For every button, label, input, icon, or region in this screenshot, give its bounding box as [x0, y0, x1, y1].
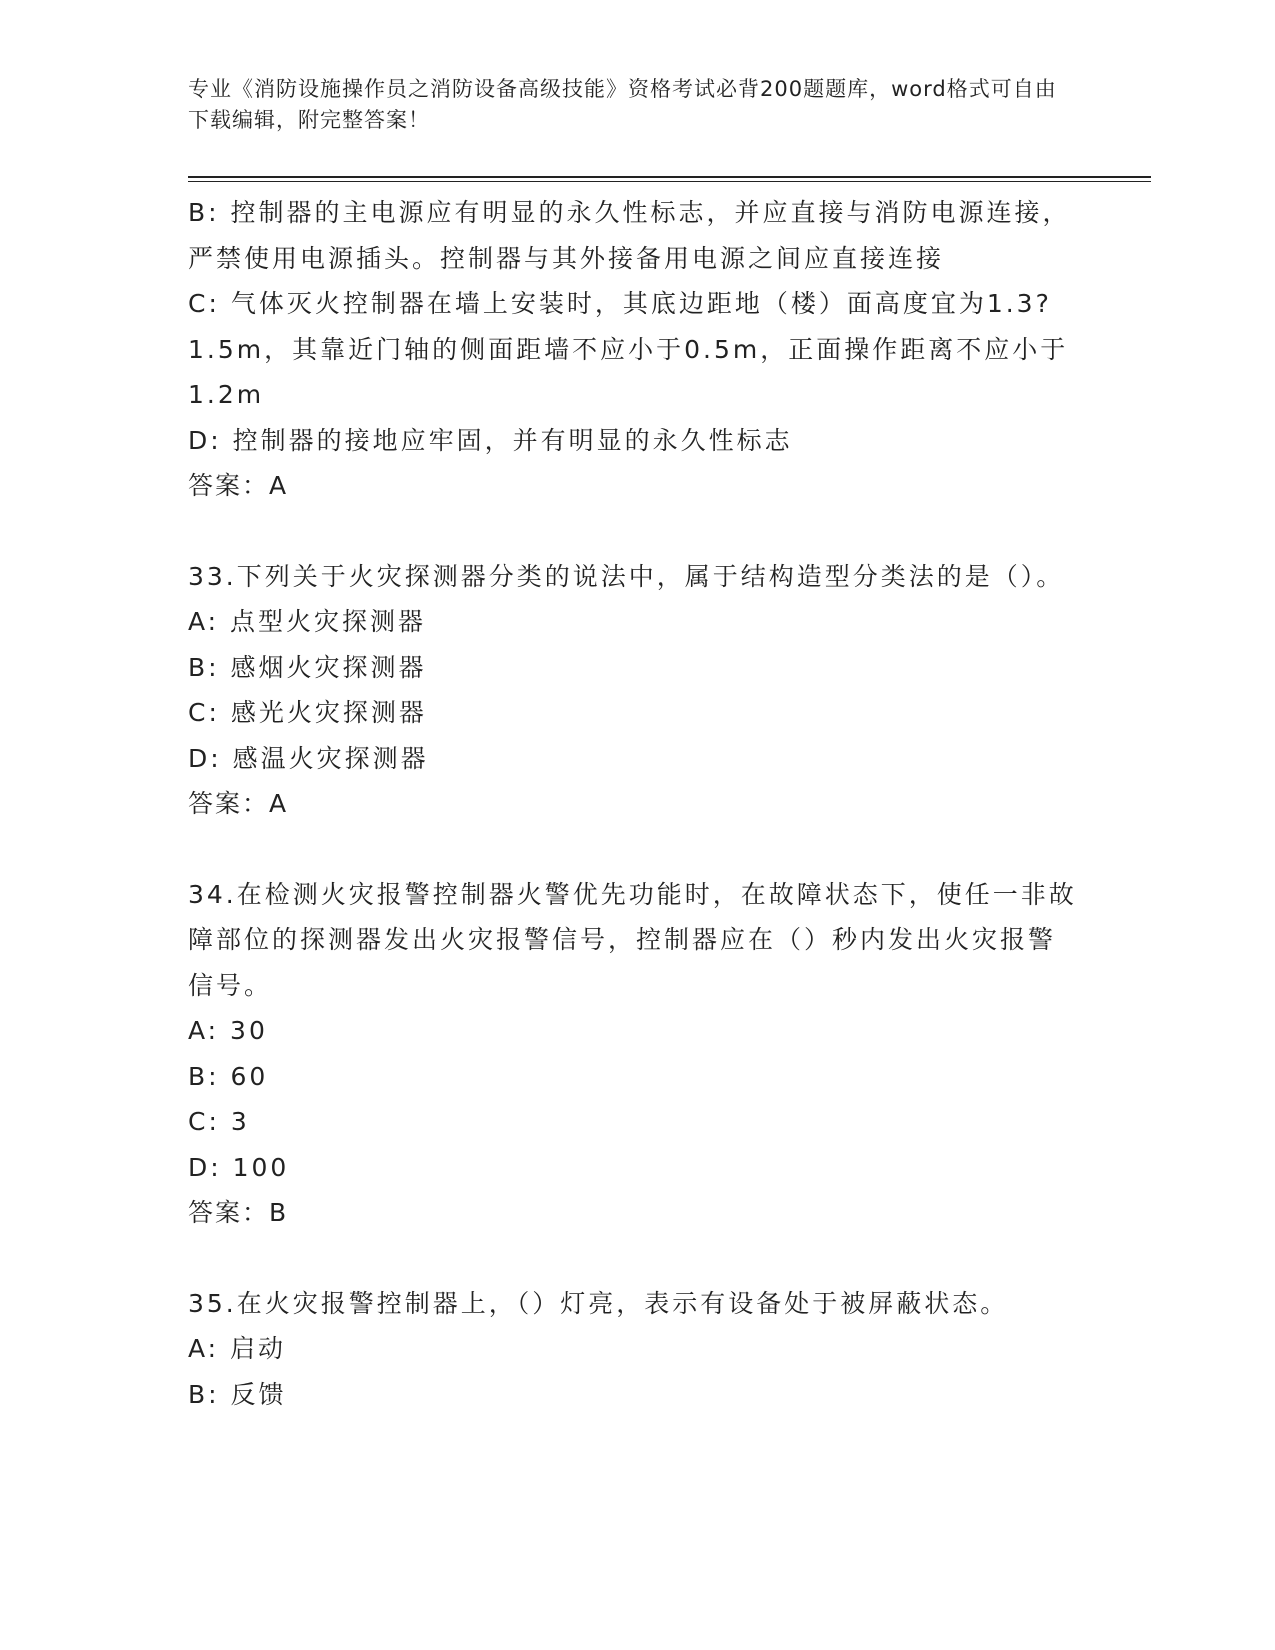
- header-rule-thin: [188, 181, 1151, 182]
- question-34-option-b: B: 60: [188, 1061, 269, 1091]
- spacer: [188, 1236, 1078, 1281]
- prev-option-d: D: 控制器的接地应牢固，并有明显的永久性标志: [188, 425, 793, 455]
- prev-answer: 答案：A: [188, 471, 289, 500]
- question-34-option-c: C: 3: [188, 1107, 250, 1136]
- question-33-option-d: D: 感温火灾探测器: [188, 743, 429, 773]
- question-35-stem: 35.在火灾报警控制器上，（）灯亮，表示有设备处于被屏蔽状态。: [188, 1288, 1009, 1318]
- question-35-option-b: B: 反馈: [188, 1379, 287, 1409]
- question-34-option-a: A: 30: [188, 1016, 268, 1045]
- question-33-option-c: C: 感光火灾探测器: [188, 698, 427, 727]
- prev-option-c: C: 气体灭火控制器在墙上安装时，其底边距地（楼）面高度宜为1.3?1.5m，其靠近门轴的侧面距墙不应小于0.5m，正面操作距离不应小于1.2m: [188, 289, 1069, 409]
- spacer: [188, 827, 1078, 872]
- question-33-stem: 33.下列关于火灾探测器分类的说法中，属于结构造型分类法的是（）。: [188, 561, 1065, 591]
- question-34-option-d: D: 100: [188, 1152, 290, 1182]
- question-33-option-a: A: 点型火灾探测器: [188, 607, 427, 636]
- question-33-answer: 答案：A: [188, 789, 289, 818]
- question-33-option-b: B: 感烟火灾探测器: [188, 652, 427, 682]
- spacer: [188, 509, 1078, 554]
- question-34-stem: 34.在检测火灾报警控制器火警优先功能时，在故障状态下，使任一非故障部位的探测器发出火灾报警信号，控制器应在（）秒内发出火灾报警信号。: [188, 879, 1077, 1000]
- question-content: [188, 190, 1078, 1417]
- prev-option-b: B: 控制器的主电源应有明显的永久性标志，并应直接与消防电源连接，严禁使用电源插头。控制器与其外接备用电源之间应直接连接: [188, 198, 1071, 273]
- document-header: 专业《消防设施操作员之消防设备高级技能》资格考试必背200题题库，word格式可自由下载编辑，附完整答案！: [188, 77, 1057, 132]
- header-rule-thick: [188, 176, 1151, 178]
- question-34-answer: 答案：B: [188, 1198, 289, 1227]
- question-35-option-a: A: 启动: [188, 1334, 287, 1363]
